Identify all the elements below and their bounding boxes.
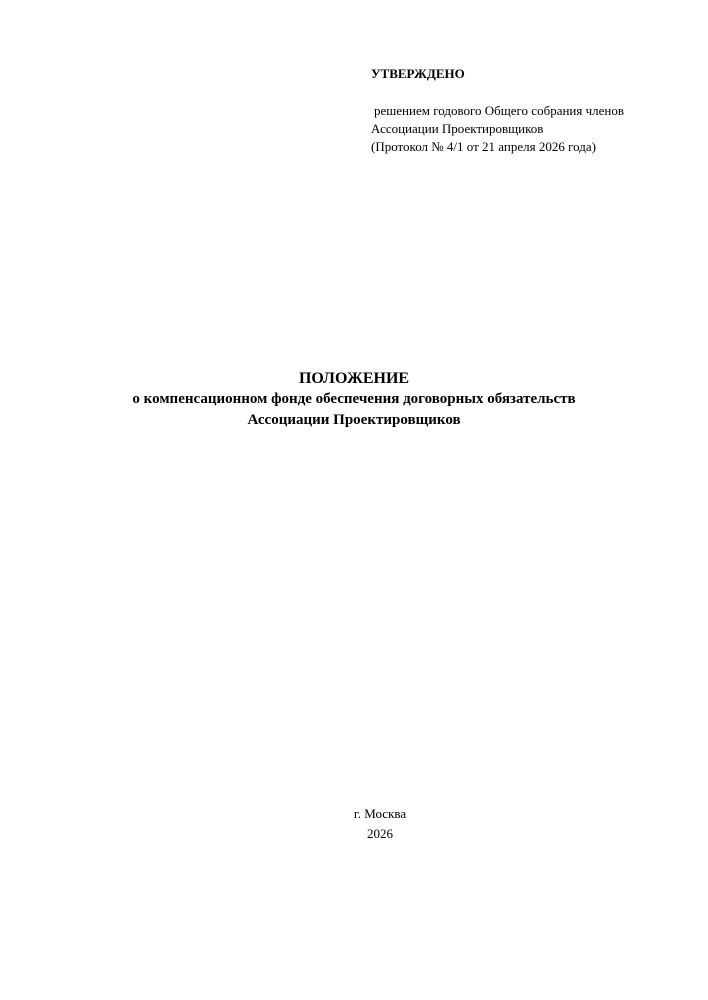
approval-line-decision: решением годового Общего собрания членов — [374, 103, 624, 118]
approval-line-protocol: (Протокол № 4/1 от 21 апреля 2026 года) — [371, 139, 596, 154]
footer-city: г. Москва — [353, 806, 407, 821]
approval-block — [371, 64, 691, 156]
document-title-block — [0, 368, 708, 431]
approval-heading: УТВЕРЖДЕНО — [371, 66, 465, 81]
document-footer — [0, 804, 708, 844]
approval-line-organization: Ассоциации Проектировщиков — [371, 121, 544, 136]
footer-year: 2026 — [367, 826, 393, 841]
document-title: ПОЛОЖЕНИЕ — [298, 370, 410, 387]
document-organization: Ассоциации Проектировщиков — [247, 412, 461, 428]
document-subtitle: о компенсационном фонде обеспечения договорных обязательств — [132, 391, 576, 407]
